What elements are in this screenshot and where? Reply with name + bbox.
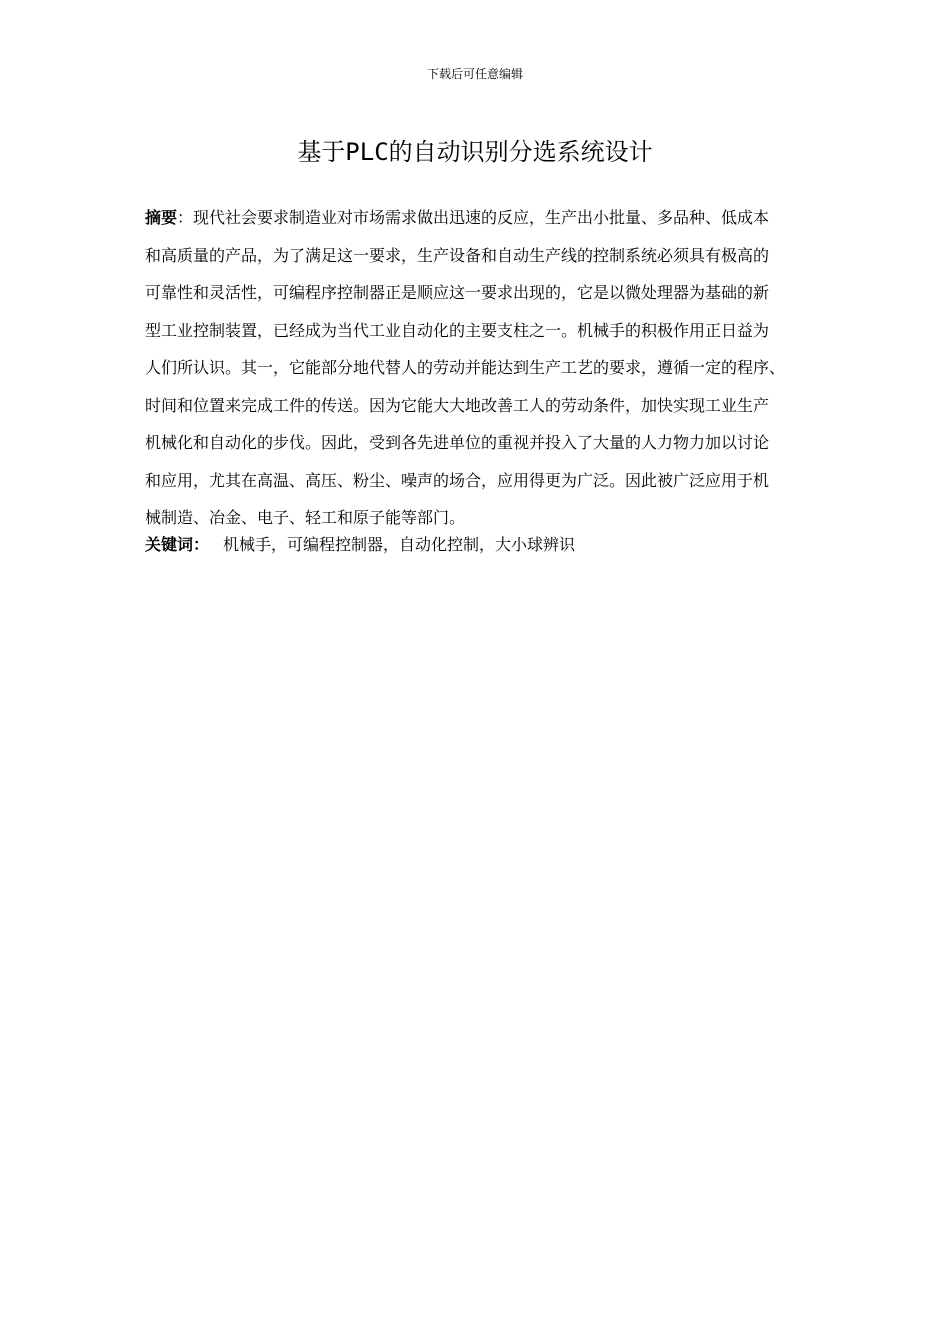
- abstract-line: 型工业控制装置，已经成为当代工业自动化的主要支柱之一。机械手的积极作用正日益为: [145, 320, 770, 340]
- abstract-line: 时间和位置来完成工件的传送。因为它能大大地改善工人的劳动条件，加快实现工业生产: [145, 395, 770, 415]
- abstract-line: 和高质量的产品，为了满足这一要求，生产设备和自动生产线的控制系统必须具有极高的: [145, 245, 770, 265]
- abstract-text: 现代社会要求制造业对市场需求做出迅速的反应，生产出小批量、多品种、低成本: [193, 208, 770, 227]
- abstract-line: 和应用，尤其在高温、高压、粉尘、噪声的场合，应用得更为广泛。因此被广泛应用于机: [145, 470, 770, 490]
- abstract-label: 摘要: [145, 208, 178, 227]
- abstract-line: 可靠性和灵活性，可编程序控制器正是顺应这一要求出现的，它是以微处理器为基础的新: [145, 283, 770, 302]
- abstract-line: [145, 199, 811, 237]
- document-title: 基于PLC的自动识别分选系统设计: [297, 138, 653, 166]
- abstract-line: 人们所认识。其一，它能部分地代替人的劳动并能达到生产工艺的要求，遵循一定的程序、: [145, 358, 786, 377]
- keywords-section: [145, 533, 811, 557]
- abstract-line: 机械化和自动化的步伐。因此，受到各先进单位的重视并投入了大量的人力物力加以讨论: [145, 433, 770, 452]
- header-note: 下载后可任意编辑: [426, 67, 523, 81]
- keywords-label: 关键词：: [145, 535, 210, 554]
- abstract-section: [145, 199, 811, 537]
- abstract-separator: ：: [177, 208, 194, 227]
- keywords-text: 机械手，可编程控制器，自动化控制，大小球辨识: [223, 535, 576, 554]
- abstract-line: 械制造、冶金、电子、轻工和原子能等部门。: [145, 508, 466, 527]
